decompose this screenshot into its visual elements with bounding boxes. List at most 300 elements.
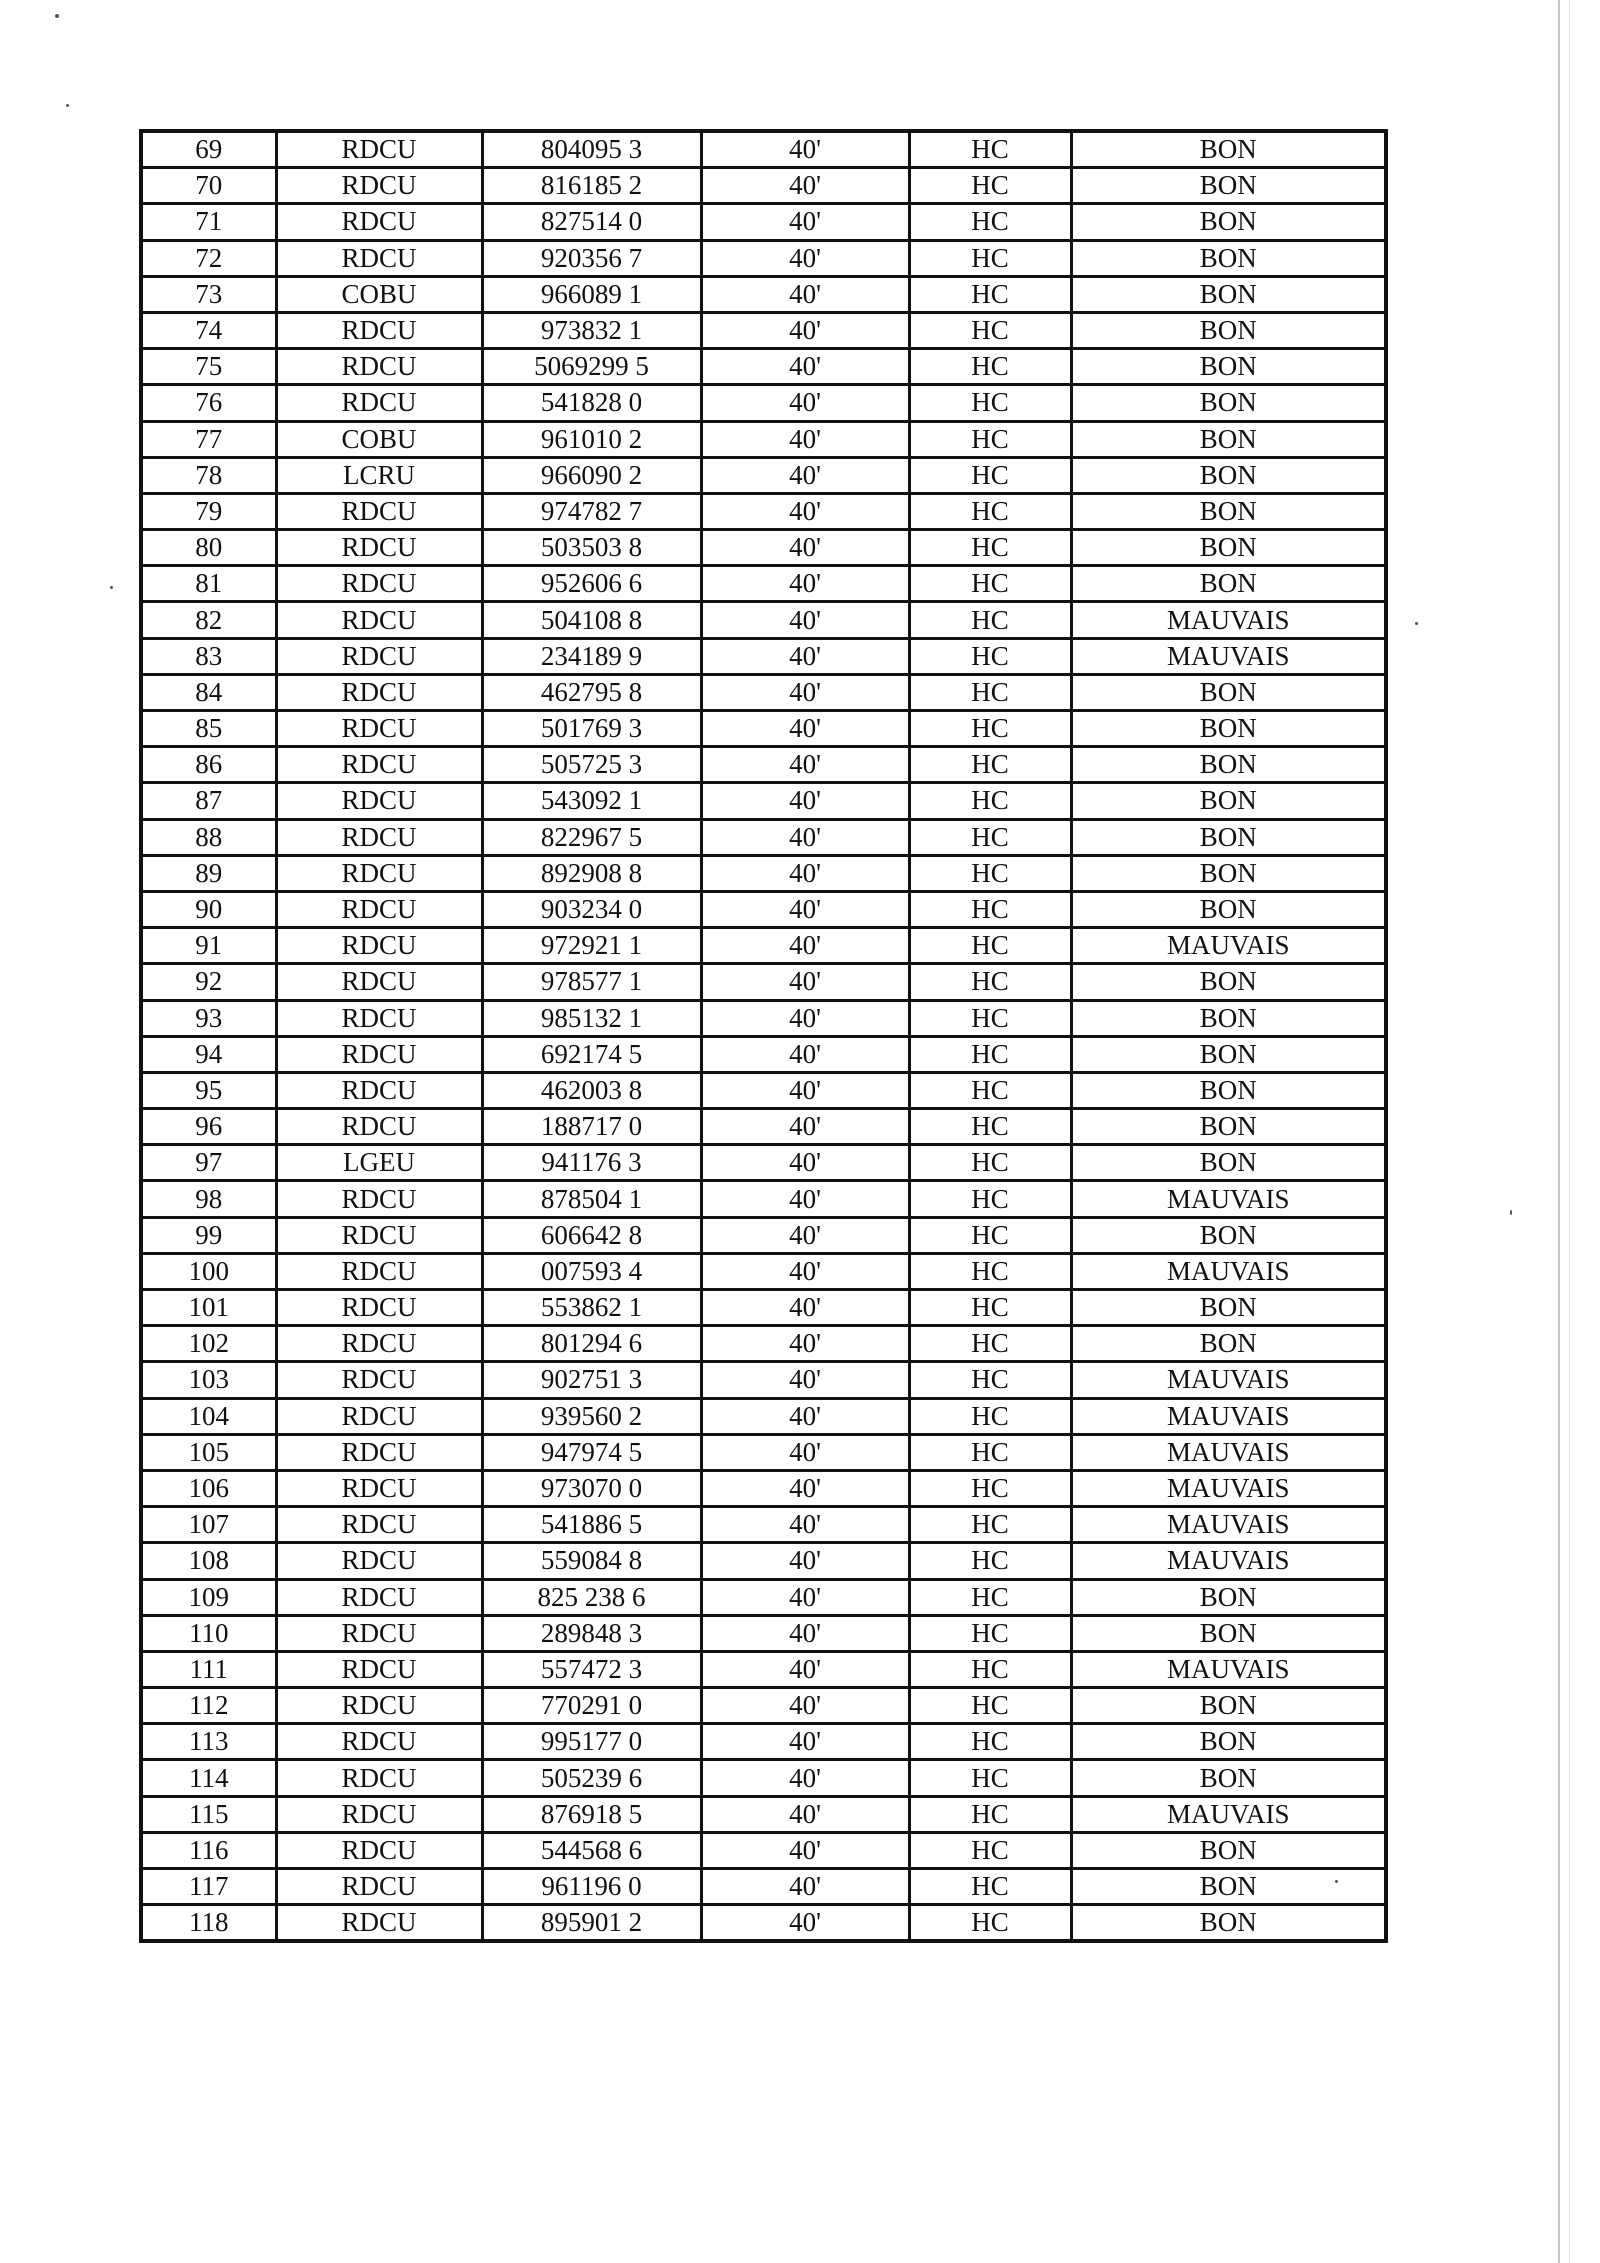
container-serial-cell: 007593 4 — [482, 1253, 701, 1289]
container-size-cell: 40' — [701, 566, 909, 602]
container-serial-cell: 939560 2 — [482, 1398, 701, 1434]
container-serial-cell: 966089 1 — [482, 276, 701, 312]
row-number-cell: 87 — [141, 783, 276, 819]
row-number-cell: 99 — [141, 1217, 276, 1253]
container-type-cell: HC — [909, 1615, 1071, 1651]
container-prefix-cell: RDCU — [276, 204, 482, 240]
container-prefix-cell: COBU — [276, 421, 482, 457]
container-type-cell: HC — [909, 421, 1071, 457]
container-size-cell: 40' — [701, 1398, 909, 1434]
container-prefix-cell: COBU — [276, 276, 482, 312]
table-row — [141, 493, 1386, 529]
table-row — [141, 1398, 1386, 1434]
table-row — [141, 457, 1386, 493]
row-number-cell: 79 — [141, 493, 276, 529]
container-prefix-cell: RDCU — [276, 168, 482, 204]
container-serial-cell: 188717 0 — [482, 1109, 701, 1145]
container-prefix-cell: RDCU — [276, 891, 482, 927]
container-state-cell: BON — [1071, 385, 1386, 421]
container-state-cell: BON — [1071, 421, 1386, 457]
row-number-cell: 112 — [141, 1688, 276, 1724]
container-size-cell: 40' — [701, 1905, 909, 1942]
container-size-cell: 40' — [701, 1796, 909, 1832]
row-number-cell: 75 — [141, 349, 276, 385]
row-number-cell: 102 — [141, 1326, 276, 1362]
container-size-cell: 40' — [701, 240, 909, 276]
container-type-cell: HC — [909, 1326, 1071, 1362]
row-number-cell: 108 — [141, 1543, 276, 1579]
table-row — [141, 1615, 1386, 1651]
container-serial-cell: 541828 0 — [482, 385, 701, 421]
row-number-cell: 89 — [141, 855, 276, 891]
row-number-cell: 97 — [141, 1145, 276, 1181]
table-row — [141, 131, 1386, 168]
container-type-cell: HC — [909, 349, 1071, 385]
container-serial-cell: 503503 8 — [482, 530, 701, 566]
container-type-cell: HC — [909, 168, 1071, 204]
table-row — [141, 1109, 1386, 1145]
row-number-cell: 78 — [141, 457, 276, 493]
container-state-cell: MAUVAIS — [1071, 1470, 1386, 1506]
container-serial-cell: 972921 1 — [482, 928, 701, 964]
container-serial-cell: 876918 5 — [482, 1796, 701, 1832]
row-number-cell: 116 — [141, 1832, 276, 1868]
container-type-cell: HC — [909, 1398, 1071, 1434]
container-type-cell: HC — [909, 1290, 1071, 1326]
table-row — [141, 1217, 1386, 1253]
row-number-cell: 76 — [141, 385, 276, 421]
container-inventory-table — [139, 129, 1388, 1943]
container-state-cell: BON — [1071, 131, 1386, 168]
container-size-cell: 40' — [701, 1615, 909, 1651]
container-serial-cell: 770291 0 — [482, 1688, 701, 1724]
row-number-cell: 92 — [141, 964, 276, 1000]
table-row — [141, 530, 1386, 566]
table-row — [141, 1145, 1386, 1181]
container-size-cell: 40' — [701, 783, 909, 819]
table-row — [141, 349, 1386, 385]
table-row — [141, 1181, 1386, 1217]
container-size-cell: 40' — [701, 1832, 909, 1868]
row-number-cell: 80 — [141, 530, 276, 566]
container-type-cell: HC — [909, 1145, 1071, 1181]
container-serial-cell: 544568 6 — [482, 1832, 701, 1868]
container-size-cell: 40' — [701, 711, 909, 747]
scan-speck — [66, 104, 69, 107]
row-number-cell: 113 — [141, 1724, 276, 1760]
container-state-cell: MAUVAIS — [1071, 1398, 1386, 1434]
table-row — [141, 747, 1386, 783]
container-serial-cell: 543092 1 — [482, 783, 701, 819]
container-prefix-cell: RDCU — [276, 1724, 482, 1760]
container-size-cell: 40' — [701, 312, 909, 348]
container-serial-cell: 504108 8 — [482, 602, 701, 638]
row-number-cell: 86 — [141, 747, 276, 783]
container-state-cell: BON — [1071, 1109, 1386, 1145]
container-type-cell: HC — [909, 1036, 1071, 1072]
container-prefix-cell: RDCU — [276, 964, 482, 1000]
row-number-cell: 85 — [141, 711, 276, 747]
container-prefix-cell: RDCU — [276, 1362, 482, 1398]
row-number-cell: 109 — [141, 1579, 276, 1615]
container-state-cell: BON — [1071, 1760, 1386, 1796]
container-state-cell: BON — [1071, 1036, 1386, 1072]
container-state-cell: BON — [1071, 855, 1386, 891]
container-size-cell: 40' — [701, 1109, 909, 1145]
container-serial-cell: 952606 6 — [482, 566, 701, 602]
container-state-cell: BON — [1071, 240, 1386, 276]
container-state-cell: MAUVAIS — [1071, 1253, 1386, 1289]
container-state-cell: BON — [1071, 457, 1386, 493]
container-type-cell: HC — [909, 964, 1071, 1000]
container-size-cell: 40' — [701, 1036, 909, 1072]
container-serial-cell: 966090 2 — [482, 457, 701, 493]
container-size-cell: 40' — [701, 530, 909, 566]
container-serial-cell: 5069299 5 — [482, 349, 701, 385]
container-prefix-cell: RDCU — [276, 1796, 482, 1832]
container-prefix-cell: RDCU — [276, 1434, 482, 1470]
container-prefix-cell: RDCU — [276, 783, 482, 819]
table-row — [141, 1362, 1386, 1398]
container-state-cell: MAUVAIS — [1071, 602, 1386, 638]
container-prefix-cell: RDCU — [276, 1615, 482, 1651]
container-serial-cell: 995177 0 — [482, 1724, 701, 1760]
container-prefix-cell: RDCU — [276, 1869, 482, 1905]
container-prefix-cell: RDCU — [276, 1000, 482, 1036]
table-row — [141, 783, 1386, 819]
container-type-cell: HC — [909, 1109, 1071, 1145]
container-prefix-cell: RDCU — [276, 349, 482, 385]
container-type-cell: HC — [909, 131, 1071, 168]
row-number-cell: 115 — [141, 1796, 276, 1832]
container-size-cell: 40' — [701, 1470, 909, 1506]
container-serial-cell: 892908 8 — [482, 855, 701, 891]
container-state-cell: BON — [1071, 530, 1386, 566]
table-row — [141, 1000, 1386, 1036]
container-size-cell: 40' — [701, 168, 909, 204]
row-number-cell: 83 — [141, 638, 276, 674]
container-serial-cell: 978577 1 — [482, 964, 701, 1000]
container-serial-cell: 878504 1 — [482, 1181, 701, 1217]
container-prefix-cell: RDCU — [276, 131, 482, 168]
row-number-cell: 90 — [141, 891, 276, 927]
container-size-cell: 40' — [701, 1217, 909, 1253]
container-type-cell: HC — [909, 1470, 1071, 1506]
container-size-cell: 40' — [701, 1869, 909, 1905]
table-row — [141, 566, 1386, 602]
container-state-cell: BON — [1071, 783, 1386, 819]
container-state-cell: BON — [1071, 1290, 1386, 1326]
container-serial-cell: 973070 0 — [482, 1470, 701, 1506]
container-size-cell: 40' — [701, 493, 909, 529]
container-serial-cell: 985132 1 — [482, 1000, 701, 1036]
container-type-cell: HC — [909, 1217, 1071, 1253]
container-prefix-cell: RDCU — [276, 747, 482, 783]
row-number-cell: 103 — [141, 1362, 276, 1398]
container-prefix-cell: RDCU — [276, 1688, 482, 1724]
container-serial-cell: 903234 0 — [482, 891, 701, 927]
table-row — [141, 819, 1386, 855]
container-size-cell: 40' — [701, 1688, 909, 1724]
container-prefix-cell: RDCU — [276, 493, 482, 529]
container-size-cell: 40' — [701, 747, 909, 783]
container-prefix-cell: RDCU — [276, 1832, 482, 1868]
container-type-cell: HC — [909, 1869, 1071, 1905]
container-size-cell: 40' — [701, 1543, 909, 1579]
table-row — [141, 1434, 1386, 1470]
table-row — [141, 1579, 1386, 1615]
container-size-cell: 40' — [701, 928, 909, 964]
container-state-cell: BON — [1071, 1832, 1386, 1868]
container-type-cell: HC — [909, 276, 1071, 312]
row-number-cell: 105 — [141, 1434, 276, 1470]
container-serial-cell: 462003 8 — [482, 1072, 701, 1108]
table-row — [141, 1470, 1386, 1506]
row-number-cell: 74 — [141, 312, 276, 348]
container-size-cell: 40' — [701, 891, 909, 927]
container-state-cell: MAUVAIS — [1071, 1543, 1386, 1579]
container-type-cell: HC — [909, 819, 1071, 855]
container-size-cell: 40' — [701, 385, 909, 421]
container-prefix-cell: RDCU — [276, 566, 482, 602]
row-number-cell: 117 — [141, 1869, 276, 1905]
container-serial-cell: 692174 5 — [482, 1036, 701, 1072]
container-prefix-cell: RDCU — [276, 1181, 482, 1217]
container-type-cell: HC — [909, 674, 1071, 710]
container-state-cell: BON — [1071, 819, 1386, 855]
table-row — [141, 1543, 1386, 1579]
container-size-cell: 40' — [701, 204, 909, 240]
container-serial-cell: 553862 1 — [482, 1290, 701, 1326]
container-prefix-cell: RDCU — [276, 530, 482, 566]
table-row — [141, 1507, 1386, 1543]
container-serial-cell: 541886 5 — [482, 1507, 701, 1543]
table-row — [141, 1796, 1386, 1832]
scan-speck — [1415, 622, 1418, 625]
container-type-cell: HC — [909, 1832, 1071, 1868]
container-prefix-cell: RDCU — [276, 240, 482, 276]
container-state-cell: BON — [1071, 349, 1386, 385]
container-size-cell: 40' — [701, 1507, 909, 1543]
container-size-cell: 40' — [701, 674, 909, 710]
container-serial-cell: 559084 8 — [482, 1543, 701, 1579]
table-row — [141, 1724, 1386, 1760]
container-type-cell: HC — [909, 928, 1071, 964]
table-row — [141, 1869, 1386, 1905]
container-type-cell: HC — [909, 1507, 1071, 1543]
container-type-cell: HC — [909, 891, 1071, 927]
container-prefix-cell: RDCU — [276, 1253, 482, 1289]
row-number-cell: 110 — [141, 1615, 276, 1651]
row-number-cell: 88 — [141, 819, 276, 855]
container-serial-cell: 961196 0 — [482, 1869, 701, 1905]
container-size-cell: 40' — [701, 349, 909, 385]
container-type-cell: HC — [909, 711, 1071, 747]
container-serial-cell: 961010 2 — [482, 421, 701, 457]
container-prefix-cell: RDCU — [276, 1217, 482, 1253]
container-type-cell: HC — [909, 1651, 1071, 1687]
container-size-cell: 40' — [701, 1724, 909, 1760]
container-serial-cell: 462795 8 — [482, 674, 701, 710]
scan-speck — [1510, 1210, 1512, 1215]
row-number-cell: 114 — [141, 1760, 276, 1796]
container-prefix-cell: RDCU — [276, 1072, 482, 1108]
table-row — [141, 421, 1386, 457]
container-prefix-cell: RDCU — [276, 1036, 482, 1072]
container-type-cell: HC — [909, 204, 1071, 240]
container-prefix-cell: RDCU — [276, 602, 482, 638]
container-type-cell: HC — [909, 493, 1071, 529]
container-prefix-cell: RDCU — [276, 1579, 482, 1615]
container-state-cell: BON — [1071, 711, 1386, 747]
table-row — [141, 891, 1386, 927]
container-serial-cell: 825 238 6 — [482, 1579, 701, 1615]
table-row — [141, 674, 1386, 710]
container-prefix-cell: RDCU — [276, 1507, 482, 1543]
container-serial-cell: 606642 8 — [482, 1217, 701, 1253]
container-prefix-cell: RDCU — [276, 1543, 482, 1579]
container-serial-cell: 801294 6 — [482, 1326, 701, 1362]
container-type-cell: HC — [909, 1579, 1071, 1615]
container-size-cell: 40' — [701, 1651, 909, 1687]
table-row — [141, 1832, 1386, 1868]
container-type-cell: HC — [909, 240, 1071, 276]
table-row — [141, 1072, 1386, 1108]
container-type-cell: HC — [909, 1181, 1071, 1217]
row-number-cell: 73 — [141, 276, 276, 312]
container-size-cell: 40' — [701, 819, 909, 855]
container-state-cell: BON — [1071, 1145, 1386, 1181]
container-serial-cell: 947974 5 — [482, 1434, 701, 1470]
table-row — [141, 711, 1386, 747]
container-state-cell: MAUVAIS — [1071, 1181, 1386, 1217]
container-prefix-cell: RDCU — [276, 1905, 482, 1942]
container-state-cell: BON — [1071, 1326, 1386, 1362]
container-size-cell: 40' — [701, 276, 909, 312]
container-prefix-cell: RDCU — [276, 928, 482, 964]
table-row — [141, 385, 1386, 421]
container-type-cell: HC — [909, 1543, 1071, 1579]
row-number-cell: 106 — [141, 1470, 276, 1506]
container-state-cell: BON — [1071, 1579, 1386, 1615]
row-number-cell: 72 — [141, 240, 276, 276]
row-number-cell: 93 — [141, 1000, 276, 1036]
table-row — [141, 1651, 1386, 1687]
table-row — [141, 1290, 1386, 1326]
container-state-cell: MAUVAIS — [1071, 1651, 1386, 1687]
container-size-cell: 40' — [701, 855, 909, 891]
container-state-cell: BON — [1071, 168, 1386, 204]
container-size-cell: 40' — [701, 1290, 909, 1326]
container-state-cell: BON — [1071, 204, 1386, 240]
row-number-cell: 98 — [141, 1181, 276, 1217]
container-state-cell: BON — [1071, 964, 1386, 1000]
table-row — [141, 1036, 1386, 1072]
container-prefix-cell: RDCU — [276, 1470, 482, 1506]
container-state-cell: BON — [1071, 566, 1386, 602]
container-size-cell: 40' — [701, 421, 909, 457]
container-size-cell: 40' — [701, 131, 909, 168]
container-prefix-cell: RDCU — [276, 1651, 482, 1687]
row-number-cell: 118 — [141, 1905, 276, 1942]
row-number-cell: 94 — [141, 1036, 276, 1072]
container-type-cell: HC — [909, 602, 1071, 638]
table-row — [141, 276, 1386, 312]
container-type-cell: HC — [909, 312, 1071, 348]
table-row — [141, 312, 1386, 348]
container-type-cell: HC — [909, 1434, 1071, 1470]
table-row — [141, 855, 1386, 891]
container-prefix-cell: RDCU — [276, 819, 482, 855]
table-body — [141, 131, 1386, 1941]
container-type-cell: HC — [909, 855, 1071, 891]
table-row — [141, 1326, 1386, 1362]
container-serial-cell: 501769 3 — [482, 711, 701, 747]
container-prefix-cell: RDCU — [276, 1290, 482, 1326]
container-size-cell: 40' — [701, 1579, 909, 1615]
row-number-cell: 82 — [141, 602, 276, 638]
container-size-cell: 40' — [701, 457, 909, 493]
container-serial-cell: 289848 3 — [482, 1615, 701, 1651]
row-number-cell: 91 — [141, 928, 276, 964]
table-row — [141, 1253, 1386, 1289]
container-prefix-cell: RDCU — [276, 312, 482, 348]
container-serial-cell: 973832 1 — [482, 312, 701, 348]
container-state-cell: BON — [1071, 1724, 1386, 1760]
container-type-cell: HC — [909, 747, 1071, 783]
table-row — [141, 602, 1386, 638]
container-prefix-cell: LGEU — [276, 1145, 482, 1181]
container-state-cell: MAUVAIS — [1071, 1362, 1386, 1398]
row-number-cell: 70 — [141, 168, 276, 204]
container-prefix-cell: RDCU — [276, 1109, 482, 1145]
container-size-cell: 40' — [701, 1760, 909, 1796]
container-type-cell: HC — [909, 1362, 1071, 1398]
container-serial-cell: 827514 0 — [482, 204, 701, 240]
container-type-cell: HC — [909, 1724, 1071, 1760]
container-type-cell: HC — [909, 1688, 1071, 1724]
container-state-cell: MAUVAIS — [1071, 638, 1386, 674]
container-state-cell: BON — [1071, 1688, 1386, 1724]
container-type-cell: HC — [909, 457, 1071, 493]
row-number-cell: 71 — [141, 204, 276, 240]
scan-speck — [110, 586, 113, 589]
container-serial-cell: 902751 3 — [482, 1362, 701, 1398]
container-serial-cell: 505725 3 — [482, 747, 701, 783]
container-prefix-cell: RDCU — [276, 1760, 482, 1796]
container-prefix-cell: RDCU — [276, 711, 482, 747]
container-size-cell: 40' — [701, 964, 909, 1000]
container-size-cell: 40' — [701, 1145, 909, 1181]
container-size-cell: 40' — [701, 602, 909, 638]
container-state-cell: BON — [1071, 493, 1386, 529]
row-number-cell: 104 — [141, 1398, 276, 1434]
table-row — [141, 168, 1386, 204]
table-row — [141, 638, 1386, 674]
container-serial-cell: 234189 9 — [482, 638, 701, 674]
container-size-cell: 40' — [701, 1000, 909, 1036]
row-number-cell: 107 — [141, 1507, 276, 1543]
container-state-cell: BON — [1071, 276, 1386, 312]
container-size-cell: 40' — [701, 1072, 909, 1108]
container-serial-cell: 505239 6 — [482, 1760, 701, 1796]
container-prefix-cell: LCRU — [276, 457, 482, 493]
table-row — [141, 964, 1386, 1000]
container-state-cell: BON — [1071, 1615, 1386, 1651]
container-state-cell: BON — [1071, 674, 1386, 710]
container-prefix-cell: RDCU — [276, 385, 482, 421]
container-size-cell: 40' — [701, 1253, 909, 1289]
